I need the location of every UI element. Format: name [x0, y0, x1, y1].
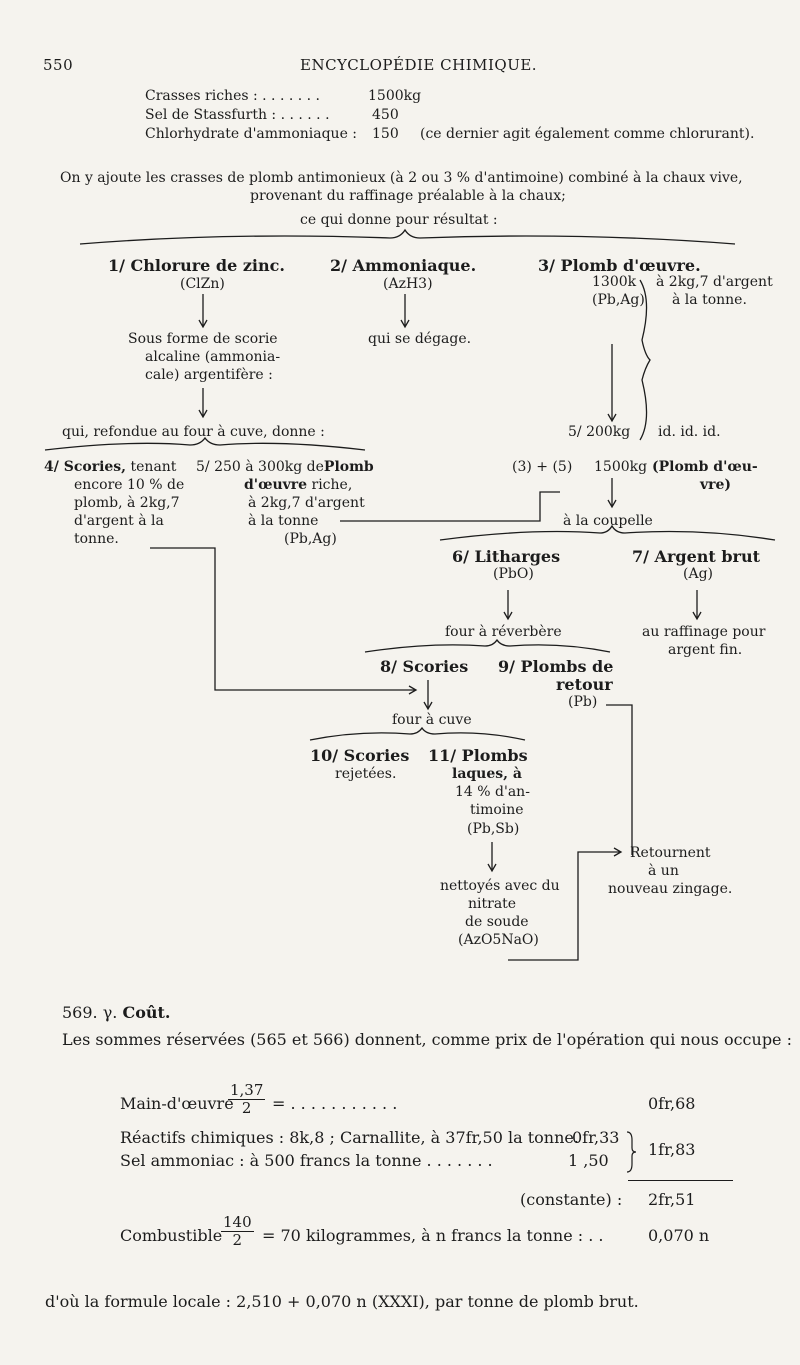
nettoyes-line4: (AzO5NaO) — [458, 932, 539, 948]
node-3-argent1: à 2kg,7 d'argent — [656, 274, 773, 290]
combustible-value: 0,070 n — [648, 1226, 710, 1245]
node-1-refondue: qui, refondue au four à cuve, donne : — [62, 424, 325, 440]
node-4-line5: tonne. — [74, 531, 119, 547]
main-oeuvre-numerator: 1,37 — [230, 1081, 264, 1099]
sum-qty: 1500kg — [594, 459, 648, 475]
node-4-line1 — [44, 459, 176, 476]
cost-heading — [62, 1003, 170, 1023]
main-oeuvre-value: 0fr,68 — [648, 1094, 696, 1113]
node-4-title: 4/ Scories, — [44, 459, 127, 475]
cost-heading-title: Coût. — [122, 1003, 171, 1022]
node-7-desc2: argent fin. — [668, 642, 743, 658]
node-5b-line1 — [196, 459, 374, 476]
combustible-label: Combustible — [120, 1226, 223, 1245]
node-3-qty: 1300k — [592, 274, 637, 290]
retour-line3: nouveau zingage. — [608, 881, 733, 897]
nettoyes-line1: nettoyés avec du — [440, 878, 560, 894]
sum-label: (3) + (5) — [512, 459, 573, 475]
node-5b-line4: à la tonne — [248, 513, 319, 529]
intro-para-line1: On y ajoute les crasses de plomb antimonieux (à 2 ou 3 % d'antimoine) combiné à la chaux vive, — [60, 170, 743, 186]
crasses-label: Crasses riches : . . . . . . . — [145, 88, 321, 104]
page-number: 550 — [43, 56, 74, 74]
node-5b-riche: riche, — [311, 477, 353, 493]
node-3-formula: (Pb,Ag) — [592, 292, 645, 308]
main-oeuvre-label: Main-d'œuvre — [120, 1094, 234, 1113]
combustible-fraction — [221, 1214, 254, 1249]
chlor-value: 150 — [372, 126, 399, 142]
node-5b-line2 — [244, 477, 352, 494]
node-6-formula: (PbO) — [493, 566, 534, 582]
node-4-tenant: tenant — [130, 459, 177, 475]
main-oeuvre-denominator: 2 — [241, 1099, 252, 1117]
node-10-desc: rejetées. — [335, 766, 397, 782]
crasses-value: 1500kg — [368, 88, 422, 104]
node-9-title1: 9/ Plombs de — [498, 657, 614, 676]
node-5b-qty: 5/ 250 à 300kg de — [196, 459, 324, 475]
four-a-cuve: four à cuve — [392, 712, 472, 728]
node-5-label: 5/ 200kg — [568, 424, 631, 440]
local-formula: d'où la formule locale : 2,510 + 0,070 n (XXXI), par tonne de plomb brut. — [45, 1292, 639, 1311]
retour-line1: Retournent — [630, 845, 711, 861]
sel-value: 450 — [372, 107, 399, 123]
combustible-text: = 70 kilogrammes, à n francs la tonne : . . — [262, 1226, 604, 1245]
node-4-line4: d'argent à la — [74, 513, 164, 529]
node-6-desc: four à réverbère — [445, 624, 562, 640]
nettoyes-line3: de soude — [465, 914, 529, 930]
right-brace — [624, 1130, 638, 1174]
reactifs-value: 0fr,33 — [572, 1128, 620, 1147]
node-5b-line5: (Pb,Ag) — [284, 531, 337, 547]
nettoyes-line2: nitrate — [468, 896, 517, 912]
node-3-title: 3/ Plomb d'œuvre. — [538, 256, 701, 275]
node-11-line3: 14 % d'an- — [455, 784, 530, 800]
combustible-numerator: 140 — [223, 1213, 252, 1231]
node-8-title: 8/ Scories — [380, 657, 469, 676]
node-2-formula: (AzH3) — [383, 276, 433, 292]
chlor-note: (ce dernier agit également comme chlorurant). — [420, 126, 755, 142]
intro-para-line2: provenant du raffinage préalable à la chaux; — [250, 188, 566, 204]
sel-ammoniac-line: Sel ammoniac : à 500 francs la tonne . . . . . . . — [120, 1151, 493, 1170]
brace-total: 1fr,83 — [648, 1140, 696, 1159]
sum-title1: (Plomb d'œu- — [652, 459, 758, 475]
main-oeuvre-fraction — [228, 1082, 265, 1117]
sel-ammoniac-value: 1 ,50 — [568, 1151, 609, 1170]
sum-rule — [628, 1180, 733, 1181]
node-9-title2: retour — [556, 675, 613, 694]
node-11-line5: (Pb,Sb) — [467, 821, 520, 837]
node-5b-title: Plomb — [323, 459, 374, 475]
node-6-title: 6/ Litharges — [452, 547, 561, 566]
running-title: ENCYCLOPÉDIE CHIMIQUE. — [300, 56, 538, 74]
node-2-desc: qui se dégage. — [368, 331, 472, 347]
retour-line2: à un — [648, 863, 679, 879]
intro-para-line3: ce qui donne pour résultat : — [300, 212, 498, 228]
node-11-line4: timoine — [470, 802, 524, 818]
node-5-idem: id. id. id. — [658, 424, 721, 440]
node-3-argent2: à la tonne. — [672, 292, 747, 308]
node-10-title: 10/ Scories — [310, 746, 410, 765]
sel-label: Sel de Stassfurth : . . . . . . — [145, 107, 330, 123]
node-9-formula: (Pb) — [568, 694, 598, 710]
node-4-line3: plomb, à 2kg,7 — [74, 495, 180, 511]
reactifs-line: Réactifs chimiques : 8k,8 ; Carnallite, à 37fr,50 la tonne. — [120, 1128, 579, 1147]
constante-value: 2fr,51 — [648, 1190, 696, 1209]
node-5b-title2: d'œuvre — [244, 477, 308, 493]
node-1-formula: (ClZn) — [180, 276, 225, 292]
chlor-label: Chlorhydrate d'ammoniaque : — [145, 126, 358, 142]
node-7-desc1: au raffinage pour — [642, 624, 766, 640]
combustible-denominator: 2 — [232, 1231, 243, 1249]
cost-heading-number: 569. γ. — [62, 1003, 118, 1022]
sum-title2: vre) — [700, 477, 732, 493]
node-1-desc1: Sous forme de scorie — [128, 331, 278, 347]
node-5b-line3: à 2kg,7 d'argent — [248, 495, 365, 511]
cost-intro: Les sommes réservées (565 et 566) donnent, comme prix de l'opération qui nous occupe : — [62, 1030, 792, 1049]
node-1-desc2: alcaline (ammonia- — [145, 349, 281, 365]
coupelle: à la coupelle — [563, 513, 653, 529]
node-7-formula: (Ag) — [683, 566, 713, 582]
node-7-title: 7/ Argent brut — [632, 547, 760, 566]
node-11-title: 11/ Plombs — [428, 746, 528, 765]
node-2-title: 2/ Ammoniaque. — [330, 256, 477, 275]
main-oeuvre-dots: = . . . . . . . . . . . — [272, 1094, 398, 1113]
node-11-line2: laques, à — [452, 766, 522, 782]
top-brace — [80, 230, 735, 244]
node-1-desc3: cale) argentifère : — [145, 367, 273, 383]
node-1-title: 1/ Chlorure de zinc. — [108, 256, 285, 275]
node-4-line2: encore 10 % de — [74, 477, 185, 493]
constante-label: (constante) : — [520, 1190, 623, 1209]
